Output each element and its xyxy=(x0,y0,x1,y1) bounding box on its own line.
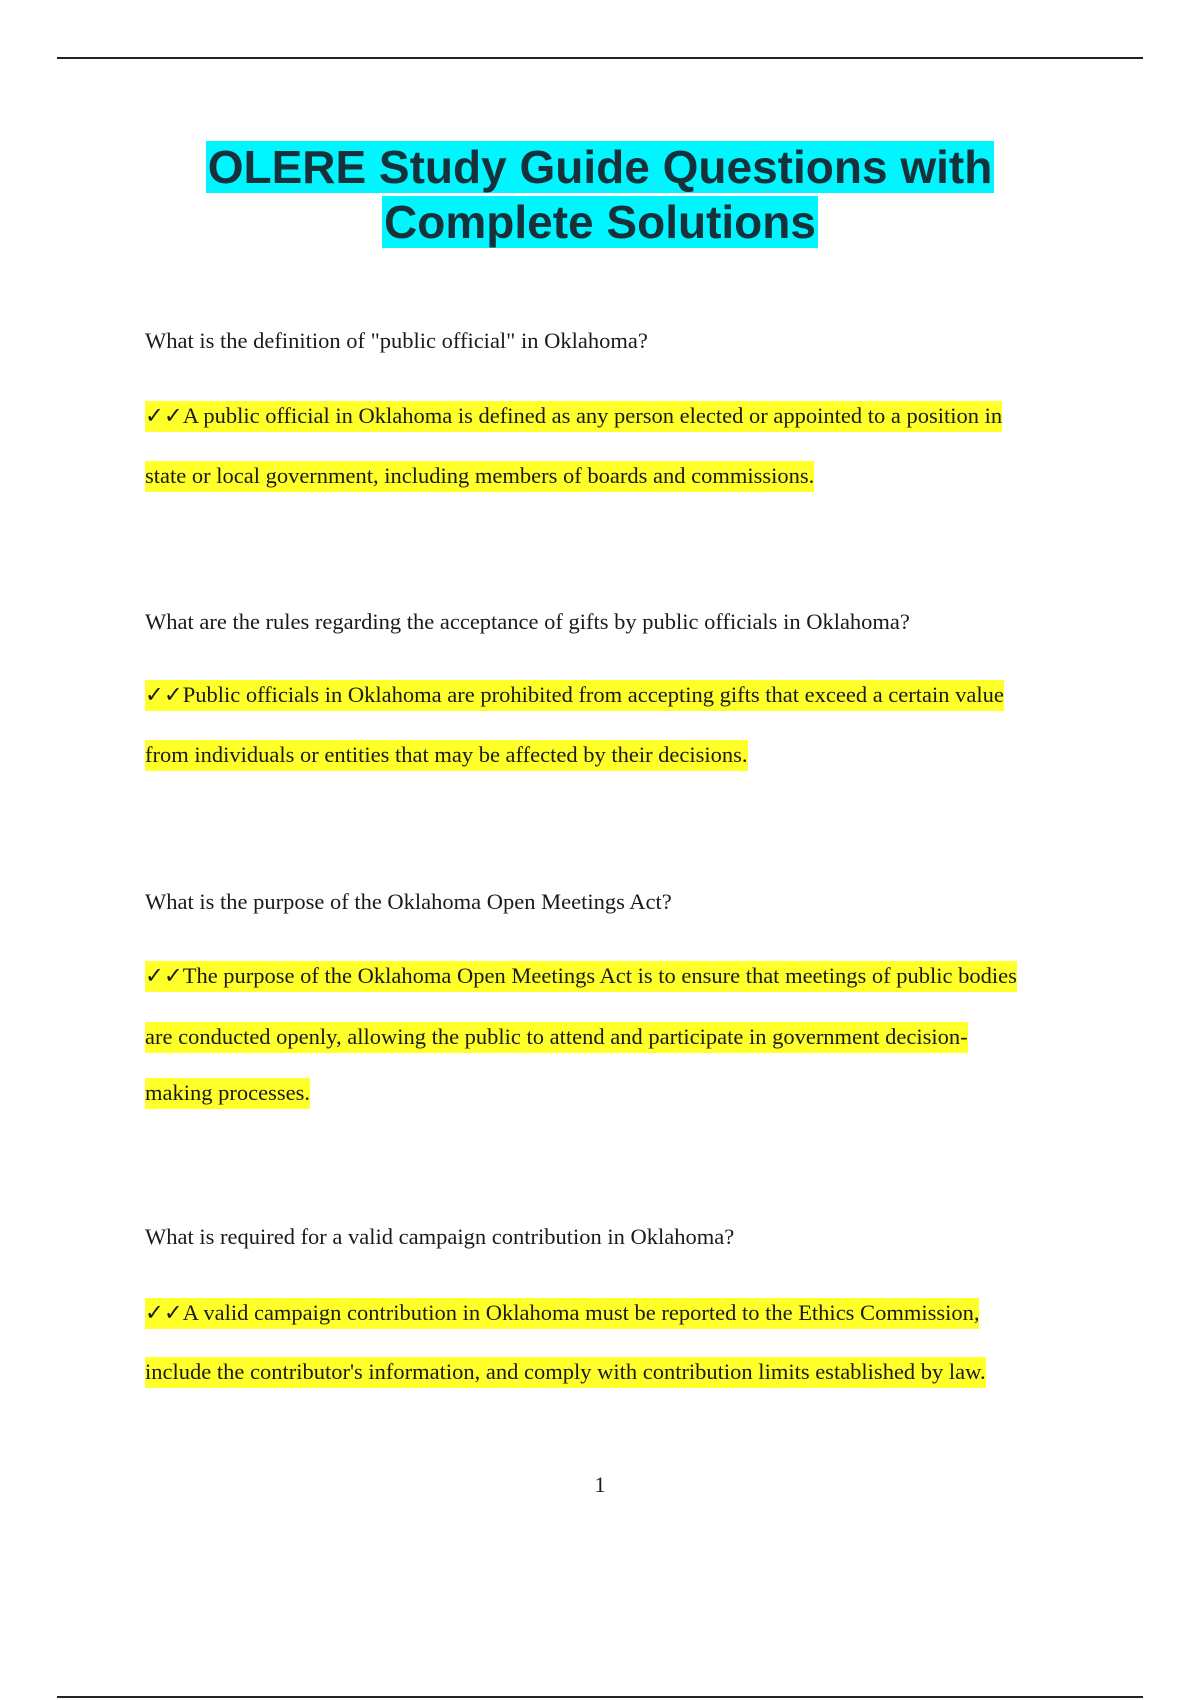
document-title xyxy=(0,140,1200,250)
answer-highlight: making processes. xyxy=(145,1078,310,1109)
title-line-2: Complete Solutions xyxy=(384,196,816,248)
answer-highlight: ✓✓The purpose of the Oklahoma Open Meetings Act is to ensure that meetings of public bodies xyxy=(145,961,1017,992)
question-3: What is the purpose of the Oklahoma Open Meetings Act? xyxy=(145,889,672,914)
answer-1-line-1 xyxy=(145,401,1002,431)
answer-highlight: are conducted openly, allowing the public to attend and participate in government decision- xyxy=(145,1022,968,1053)
answer-3-line-2 xyxy=(145,1022,968,1052)
title-line-1: OLERE Study Guide Questions with xyxy=(207,141,993,193)
answer-highlight: ✓✓A valid campaign contribution in Oklahoma must be reported to the Ethics Commission, xyxy=(145,1298,979,1329)
page-number: 1 xyxy=(594,1472,606,1497)
answer-4-line-2 xyxy=(145,1357,986,1387)
question-4: What is required for a valid campaign contribution in Oklahoma? xyxy=(145,1224,735,1249)
answer-highlight: from individuals or entities that may be affected by their decisions. xyxy=(145,740,748,771)
answer-highlight: ✓✓A public official in Oklahoma is defined as any person elected or appointed to a position in xyxy=(145,401,1002,432)
answer-1-line-2 xyxy=(145,461,814,491)
answer-3-line-1 xyxy=(145,961,1017,991)
answer-3-line-3 xyxy=(145,1078,310,1108)
bottom-rule xyxy=(57,1696,1143,1698)
answer-highlight: ✓✓Public officials in Oklahoma are prohibited from accepting gifts that exceed a certain value xyxy=(145,680,1004,711)
question-1: What is the definition of "public official" in Oklahoma? xyxy=(145,328,648,353)
question-2: What are the rules regarding the acceptance of gifts by public officials in Oklahoma? xyxy=(145,609,910,634)
top-rule xyxy=(57,57,1143,59)
answer-highlight: state or local government, including members of boards and commissions. xyxy=(145,461,814,492)
answer-2-line-1 xyxy=(145,680,1004,710)
answer-highlight: include the contributor's information, and comply with contribution limits established by law. xyxy=(145,1357,986,1388)
answer-4-line-1 xyxy=(145,1298,979,1328)
answer-2-line-2 xyxy=(145,740,748,770)
